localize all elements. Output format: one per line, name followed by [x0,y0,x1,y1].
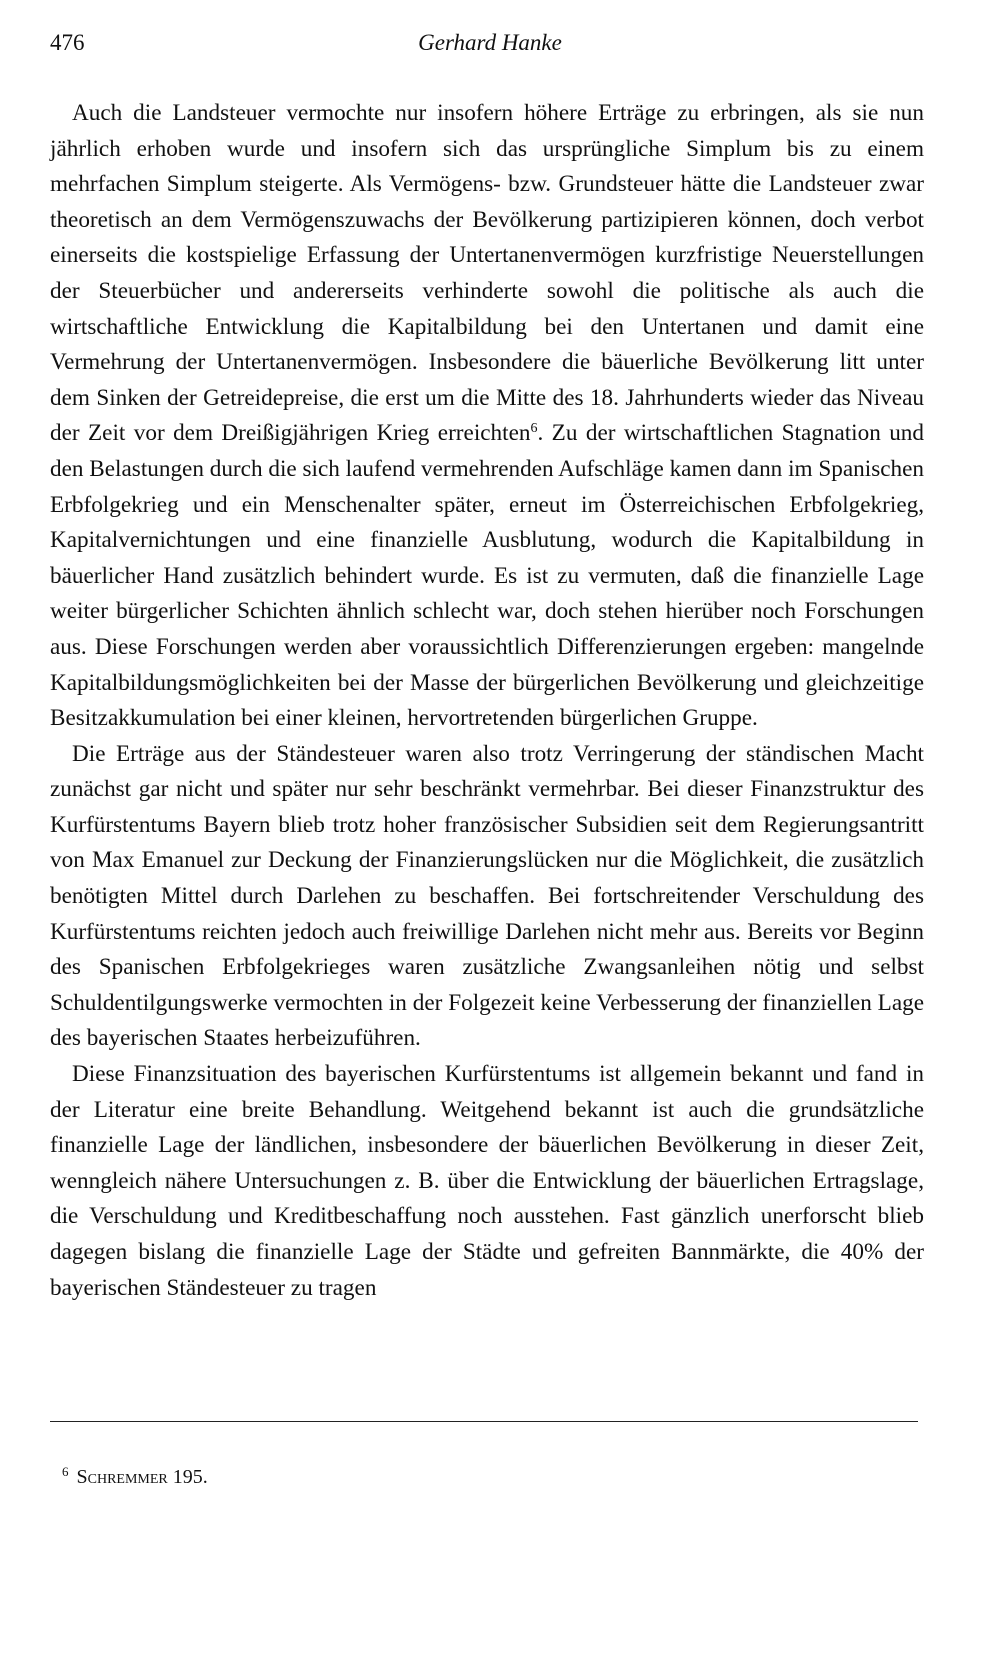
footnote-author: Schremmer [76,1466,168,1488]
footnote-reference-6[interactable]: 6 [530,421,538,437]
body-text [50,96,924,1306]
paragraph-1-text-before-note: Auch die Landsteuer vermochte nur insofern höhere Erträge zu erbringen, als sie nun jährlich erhoben wurde und insofern sich das ursprüngliche Simplum bis zu einem mehrfachen Simplum steigerte. Als Vermögens- bzw. Grundsteuer hätte die Landsteuer zwar theoretisch an dem Vermögenszuwachs der Bevölkerung partizipieren können, doch verbot einerseits die kostspielige Erfassung der Untertanenvermögen kurzfristige Neuerstellungen der Steuerbücher und andererseits verhinderte sowohl die politische als auch die wirtschaftliche Entwicklung die Kapitalbildung bei den Untertanen und damit eine Vermehrung der Untertanenvermögen. Insbesondere die bäuerliche Bevölkerung litt unter dem Sinken der Getreidepreise, die erst um die Mitte des 18. Jahrhunderts wieder das Niveau der Zeit vor dem Dreißigjährigen Krieg erreichten [50,100,924,447]
footnote-page: 195. [172,1466,208,1488]
paragraph-1 [50,96,924,737]
page-number: 476 [50,30,85,55]
paragraph-2: Die Erträge aus der Ständesteuer waren also trotz Verringerung der ständischen Macht zunächst gar nicht und später nur sehr beschränkt vermehrbar. Bei dieser Finanzstruktur des Kurfürstentums Bayern blieb trotz hoher französischer Subsidien seit dem Regierungsantritt von Max Emanuel zur Deckung der Finanzierungslücken nur die Möglichkeit, die zusätzlich benötigten Mittel durch Darlehen zu beschaffen. Bei fortschreitender Verschuldung des Kurfürstentums reichten jedoch auch freiwillige Darlehen nicht mehr aus. Bereits vor Beginn des Spanischen Erbfolgekrieges waren zusätzliche Zwangsanleihen nötig und selbst Schuldentilgungswerke vermochten in der Folgezeit keine Verbesserung der finanziellen Lage des bayerischen Staates herbeizuführen. [50,740,924,1052]
page-header [50,30,930,64]
paragraph-1-text-after-note: . Zu der wirtschaftlichen Stagnation und den Belastungen durch die sich laufend vermehrenden Aufschläge kamen dann im Spanischen Erbfolgekrieg und ein Menschenalter später, erneut im Österreichischen Erbfolgekrieg, Kapitalvernichtungen und eine finanzielle Ausblutung, wodurch die Kapitalbildung in bäuerlicher Hand zusätzlich behindert wurde. Es ist zu vermuten, daß die finanzielle Lage weiter bürgerlicher Schichten ähnlich schlecht war, doch stehen hierüber noch Forschungen aus. Diese Forschungen werden aber voraussichtlich Differenzierungen ergeben: mangelnde Kapitalbildungsmöglichkeiten bei der Masse der bürgerlichen Bevölkerung und gleichzeitige Besitzakkumulation bei einer kleinen, hervortretenden bürgerlichen Gruppe. [50,420,924,732]
footnote-6 [62,1464,208,1489]
footnote-number: 6 [62,1464,69,1479]
paragraph-3: Diese Finanzsituation des bayerischen Kurfürstentums ist allgemein bekannt und fand in der Literatur eine breite Behandlung. Weitgehend bekannt ist auch die grundsätzliche finanzielle Lage der ländlichen, insbesondere der bäuerlichen Bevölkerung in dieser Zeit, wenngleich nähere Untersuchungen z. B. über die Entwicklung der bäuerlichen Ertragslage, die Verschuldung und Kreditbeschaffung noch ausstehen. Fast gänzlich unerforscht blieb dagegen bislang die finanzielle Lage der Städte und gefreiten Bannmärkte, die 40% der bayerischen Ständesteuer zu tragen [50,1061,924,1301]
footnote-separator-rule [50,1421,918,1422]
running-head: Gerhard Hanke [418,30,562,55]
